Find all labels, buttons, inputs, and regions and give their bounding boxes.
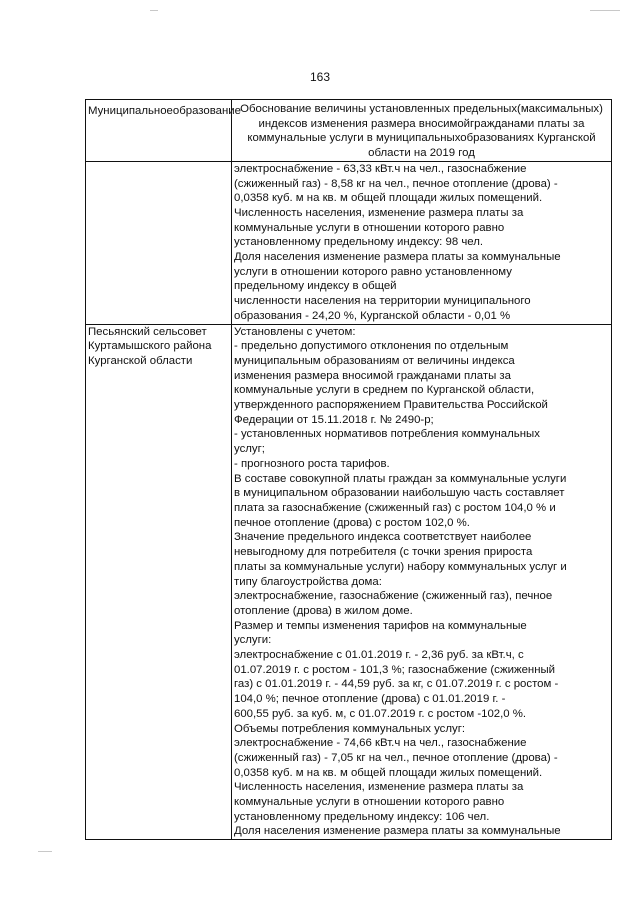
text-line: коммунальные услуги в среднем по Курганской области,: [234, 384, 535, 397]
text-line: 0,0358 куб. м на кв. м общей площади жилых помещений.: [234, 192, 543, 205]
text-line: электроснабжение с 01.01.2019 г. - 2,36 руб. за кВт.ч, с: [234, 649, 524, 662]
header-line: образованиях Курганской области на 2019 год: [368, 132, 596, 160]
text-line: 01.07.2019 г. с ростом - 101,3 %; газоснабжение (сжиженный: [234, 663, 556, 676]
table-row: [86, 324, 612, 840]
text-line: электроснабжение, газоснабжение (сжиженный газ), печное: [234, 590, 553, 603]
text-line: 600,55 руб. за куб. м, с 01.07.2019 г. с ростом -102,0 %.: [234, 707, 527, 720]
text-line: платы за коммунальные услуги) набору коммунальных услуг и: [234, 560, 567, 573]
text-line: Размер и темпы изменения тарифов на коммунальные: [234, 619, 527, 632]
text-line: Численность населения, изменение размера платы за: [234, 781, 524, 794]
text-line: услуги:: [234, 634, 272, 647]
text-line: В составе совокупной платы граждан за коммунальные услуги: [234, 472, 567, 485]
table-row: [86, 161, 612, 324]
table-header-row: [86, 100, 612, 162]
text-line: 0,0358 куб. м на кв. м общей площади жилых помещений.: [234, 766, 543, 779]
text-line: 104,0 %; печное отопление (дрова) с 01.01.2019 г. -: [234, 693, 506, 706]
municipality-cell: [86, 324, 232, 840]
municipality-cell: [86, 161, 232, 324]
text-line: (сжиженный газ) - 7,05 кг на чел., печное отопление (дрова) -: [234, 751, 558, 764]
scan-artifact: [38, 851, 52, 852]
justification-table: [85, 99, 612, 840]
text-line: муниципальным образованиям от величины индекса: [234, 354, 515, 367]
text-line: установленному предельному индексу: 98 чел.: [234, 236, 484, 249]
text-line: численности населения на территории муниципального: [234, 295, 531, 308]
text-line: услуги в отношении которого равно установленному: [234, 265, 512, 278]
text-line: изменения размера вносимой гражданами платы за: [234, 369, 511, 382]
text-line: газ) с 01.01.2019 г. - 44,59 руб. за кг, с 01.07.2019 г. с ростом -: [234, 678, 559, 691]
municipality-line: Песьянский сельсовет: [88, 325, 207, 338]
scan-artifact: [590, 10, 620, 11]
justification-cell: [232, 161, 612, 324]
text-line: Численность населения, изменение размера платы за: [234, 206, 524, 219]
municipality-line: Куртамышского района: [88, 340, 212, 353]
header-line: гражданами платы за коммунальные услуги в муниципальных: [247, 117, 585, 145]
text-line: (сжиженный газ) - 8,58 кг на чел., печное отопление (дрова) -: [234, 177, 558, 190]
text-line: утвержденного распоряжением Правительства Российской: [234, 399, 548, 412]
header-line: Муниципальное: [88, 105, 173, 117]
text-line: коммунальные услуги в отношении которого равно: [234, 221, 505, 234]
text-line: отопление (дрова) в жилом доме.: [234, 604, 413, 617]
text-line: Федерации от 15.11.2018 г. № 2490-р;: [234, 413, 434, 426]
text-line: электроснабжение - 63,33 кВт.ч на чел., газоснабжение: [234, 162, 527, 175]
page-number: 163: [309, 70, 331, 84]
text-line: Значение предельного индекса соответствует наиболее: [234, 531, 532, 544]
justification-cell: [232, 324, 612, 840]
header-line: Обоснование величины установленных предельных: [240, 103, 518, 115]
text-line: образования - 24,20 %, Курганской области - 0,01 %: [234, 309, 511, 322]
text-line: Доля населения изменение размера платы за коммунальные: [234, 251, 561, 264]
text-line: услуг;: [234, 443, 265, 456]
text-line: Доля населения изменение размера платы за коммунальные: [234, 825, 561, 838]
municipality-line: Курганской области: [88, 354, 193, 367]
text-line: - прогнозного роста тарифов.: [234, 457, 390, 470]
text-line: электроснабжение - 74,66 кВт.ч на чел., газоснабжение: [234, 737, 527, 750]
header-municipality: [86, 100, 241, 162]
text-line: коммунальные услуги в отношении которого равно: [234, 796, 505, 809]
text-line: печное отопление (дрова) с ростом 102,0 %.: [234, 516, 470, 529]
text-line: типу благоустройства дома:: [234, 575, 382, 588]
scan-artifact: [150, 10, 158, 11]
text-line: Объемы потребления коммунальных услуг:: [234, 722, 466, 735]
text-line: плата за газоснабжение (сжиженный газ) с ростом 104,0 % и: [234, 501, 556, 514]
text-line: - установленных нормативов потребления коммунальных: [234, 428, 540, 441]
text-line: установленному предельному индексу: 106 чел.: [234, 810, 490, 823]
text-line: невыгодному для потребителя (с точки зрения прироста: [234, 546, 533, 559]
header-line: образование: [172, 105, 241, 117]
text-line: - предельно допустимого отклонения по отдельным: [234, 340, 509, 353]
header-justification: [232, 100, 612, 162]
header-line: (максимальных) индексов изменения размера вносимой: [258, 103, 603, 130]
text-line: в муниципальном образовании наибольшую часть составляет: [234, 487, 565, 500]
text-line: Установлены с учетом:: [234, 325, 356, 338]
text-line: предельному индексу в общей: [234, 280, 397, 293]
